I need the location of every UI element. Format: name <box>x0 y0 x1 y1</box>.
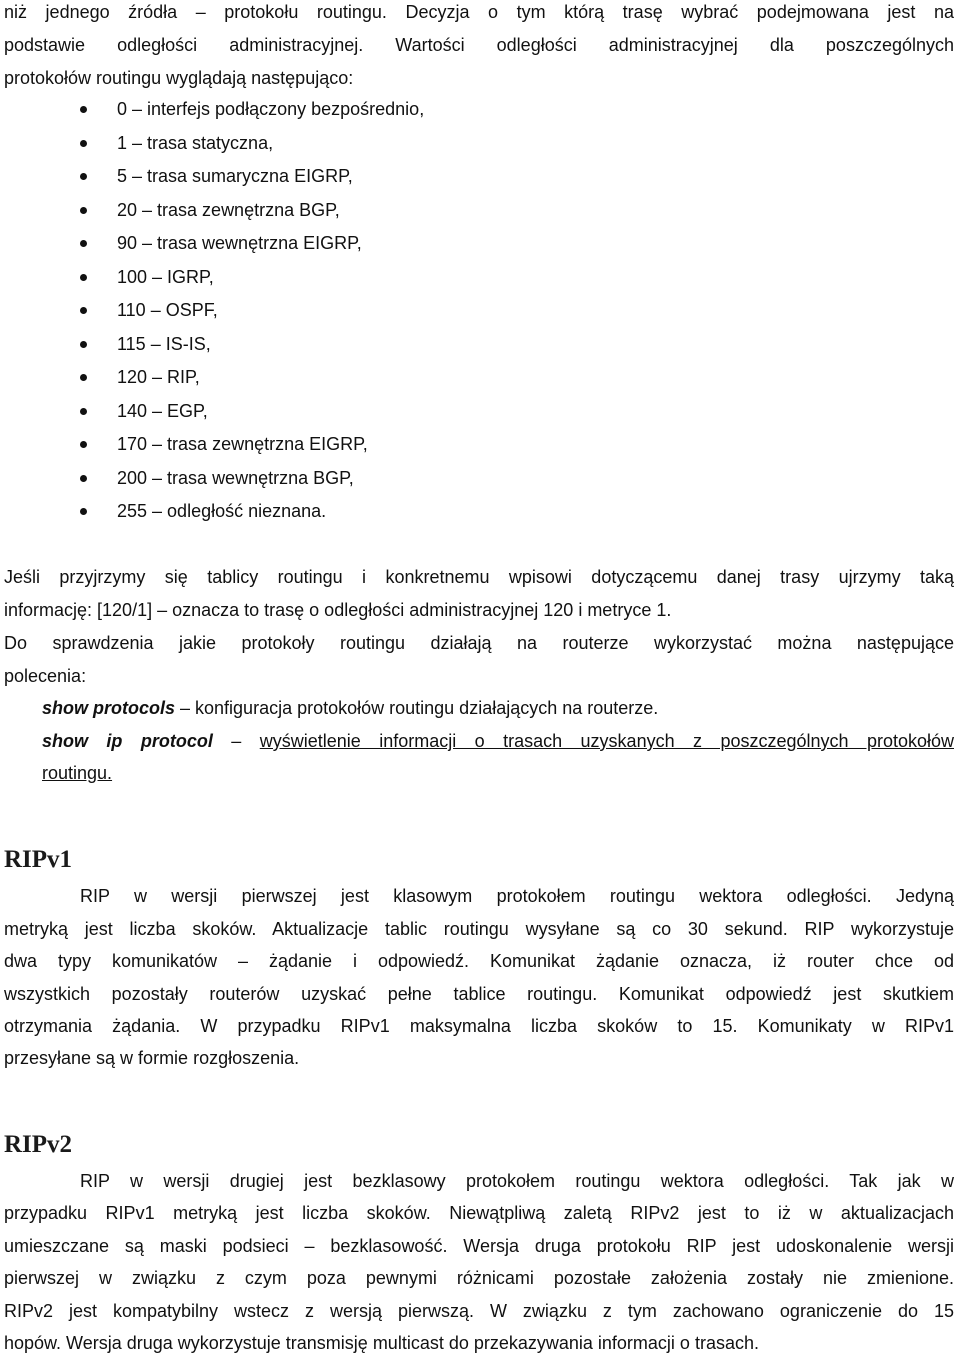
text-line: RIPv2 jest kompatybilny wstecz z wersją pierwszą. W związku z tym zachowano ograniczenie do 15 <box>4 1301 954 1321</box>
text-line: umieszczane są maski podsieci – bezklasowość. Wersja druga protokołu RIP jest udoskonalenie wersji <box>4 1236 954 1256</box>
text-line: pierwszej w związku z czym poza pewnymi różnicami pozostałe założenia zostały nie zmienione. <box>4 1268 954 1288</box>
intro-line: niż jednego źródła – protokołu routingu. Decyzja o tym którą trasę wybrać podejmowana jest na <box>4 2 954 22</box>
text-line: metryką jest liczba skoków. Aktualizacje tablic routingu wysyłane są co 30 sekund. RIP wykorzystuje <box>4 919 954 939</box>
command-show-ip-protocol <box>42 729 954 753</box>
bullet-icon <box>80 341 87 348</box>
text-line: Jeśli przyjrzymy się tablicy routingu i konkretnemu wpisowi dotyczącemu danej trasy ujrzymy taką <box>4 567 954 587</box>
text-line: RIP w wersji pierwszej jest klasowym protokołem routingu wektora odległości. Jedyną <box>80 886 954 906</box>
text-line: otrzymania żądania. W przypadku RIPv1 maksymalna liczba skoków to 15. Komunikaty w RIPv1 <box>4 1016 954 1036</box>
text-line: przesyłane są w formie rozgłoszenia. <box>4 1048 300 1068</box>
bullet-icon <box>80 207 87 214</box>
section-heading: RIPv1 <box>4 846 73 873</box>
command-name: show protocols <box>42 698 176 718</box>
bullet-icon <box>80 274 87 281</box>
bullet-icon <box>80 240 87 247</box>
text-line: dwa typy komunikatów – żądanie i odpowiedź. Komunikat żądanie oznacza, iż router chce od <box>4 951 954 971</box>
text-line: wszystkich pozostały routerów uzyskać pełne tablice routingu. Komunikat odpowiedź jest skutkiem <box>4 984 954 1004</box>
bullet-icon <box>80 173 87 180</box>
bullet-icon <box>80 374 87 381</box>
text-line: Do sprawdzenia jakie protokoły routingu działają na routerze wykorzystać można następujące <box>4 633 954 653</box>
text-line: polecenia: <box>4 666 87 686</box>
intro-line: podstawie odległości administracyjnej. Wartości odległości administracyjnej dla poszczególnych <box>4 35 954 55</box>
intro-line: protokołów routingu wyglądają następująco: <box>4 68 354 88</box>
command-description: wyświetlenie informacji o trasach uzyskanych z poszczególnych protokołów <box>259 731 954 751</box>
bullet-icon <box>80 307 87 314</box>
text-line: RIP w wersji drugiej jest bezklasowy protokołem routingu wektora odległości. Tak jak w <box>80 1171 954 1191</box>
bullet-icon <box>80 408 87 415</box>
bullet-icon <box>80 106 87 113</box>
command-show-protocols <box>42 696 954 720</box>
text-line: hopów. Wersja druga wykorzystuje transmisję multicast do przekazywania informacji o trasach. <box>4 1333 759 1353</box>
bullet-icon <box>80 475 87 482</box>
bullet-icon <box>80 441 87 448</box>
command-description: – konfiguracja protokołów routingu działających na routerze. <box>175 698 659 718</box>
section-heading: RIPv2 <box>4 1131 73 1158</box>
command-name: show ip protocol <box>42 731 213 751</box>
text-line: przypadku RIPv1 metryką jest liczba skoków. Niewątpliwą zaletą RIPv2 jest to iż w aktualizacjach <box>4 1203 954 1223</box>
bullet-icon <box>80 508 87 515</box>
bullet-icon <box>80 140 87 147</box>
command-dash: – <box>212 731 260 751</box>
text-line: informację: [120/1] – oznacza to trasę o odległości administracyjnej 120 i metryce 1. <box>4 600 672 620</box>
command-description-continued: routingu. <box>42 763 113 783</box>
